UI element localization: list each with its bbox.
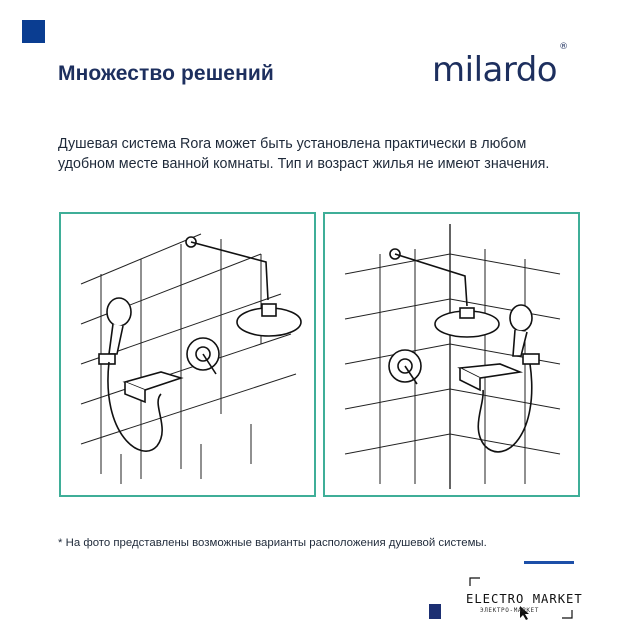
corner-square-decoration [22,20,45,43]
description-line-2: удобном месте ванной комнаты. Тип и возраст жилья не имеют значения. [58,156,550,172]
footnote: * На фото представлены возможные варианты расположения душевой системы. [58,537,487,549]
bottom-square-decoration [429,604,441,619]
accent-line [524,561,574,564]
electro-market-watermark [466,576,583,620]
brand-name: ELECTRO MARKET [466,592,583,606]
brand-subtitle: ЭЛЕКТРО-МАРКЕТ [480,607,539,614]
illustration-wall-panel [59,212,316,497]
page-title: Множество решений [58,62,274,85]
description [58,134,598,174]
logo-registered-mark: ® [559,41,568,52]
shower-wall-illustration [61,214,314,495]
shower-corner-illustration [325,214,578,495]
description-line-1: Душевая система Rora может быть установлена практически в любом [58,136,527,152]
logo-text: milardo [432,50,558,90]
milardo-logo [432,41,568,90]
illustration-corner-panel [323,212,580,497]
